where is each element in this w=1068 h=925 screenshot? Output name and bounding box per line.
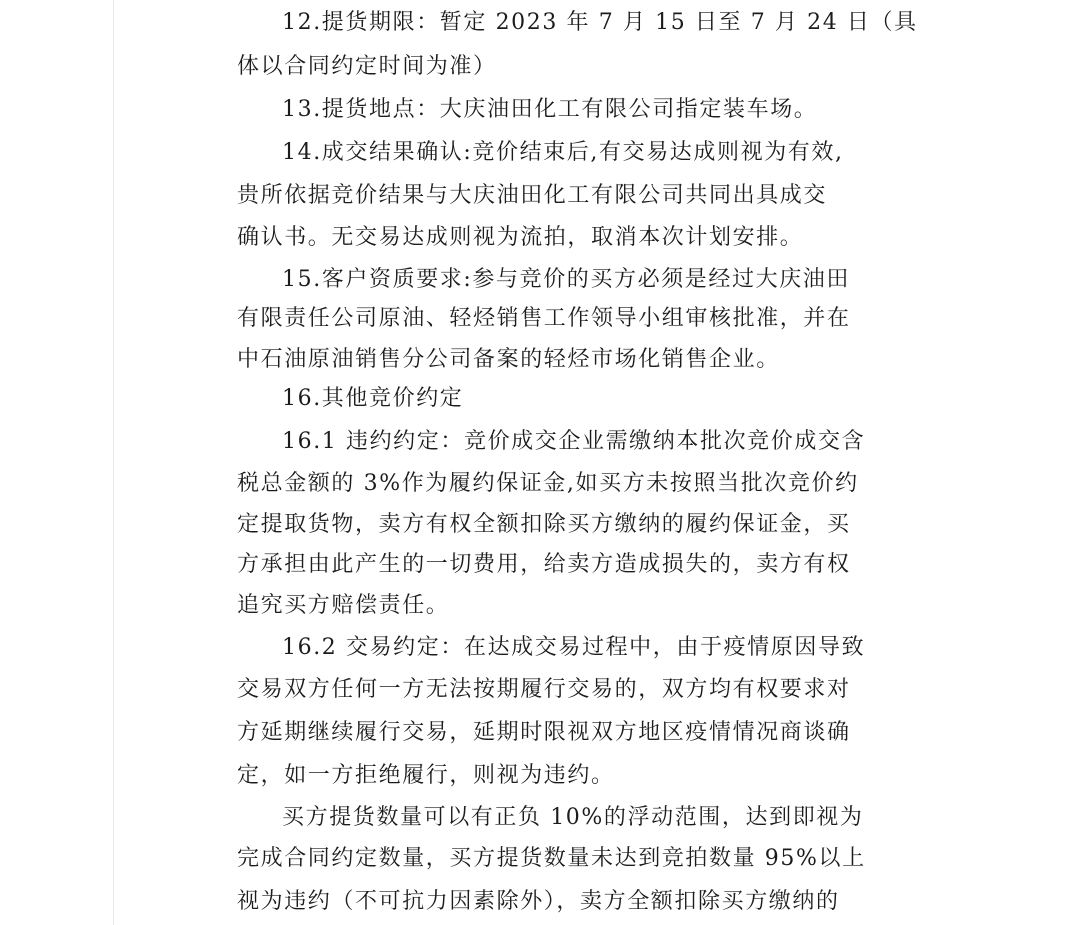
text-line: 16.1 违约约定：竞价成交企业需缴纳本批次竞价成交含 [282, 429, 866, 454]
scan-edge-divider [113, 0, 114, 925]
text-line: 有限责任公司原油、轻烃销售工作领导小组审核批准，并在 [237, 306, 851, 331]
text-line: 14.成交结果确认:竞价结束后,有交易达成则视为有效, [282, 140, 844, 165]
text-line: 15.客户资质要求:参与竞价的买方必须是经过大庆油田 [282, 267, 851, 292]
text-line: 定，如一方拒绝履行，则视为违约。 [237, 763, 615, 788]
text-line: 16.2 交易约定：在达成交易过程中，由于疫情原因导致 [282, 635, 866, 660]
text-line: 16.其他竞价约定 [282, 386, 464, 411]
text-line: 13.提货地点：大庆油田化工有限公司指定装车场。 [282, 97, 818, 122]
text-line: 确认书。无交易达成则视为流拍，取消本次计划安排。 [237, 225, 804, 250]
text-line: 完成合同约定数量，买方提货数量未达到竞拍数量 95%以上 [237, 846, 866, 871]
text-line: 体以合同约定时间为准） [237, 54, 497, 79]
text-line: 方延期继续履行交易，延期时限视双方地区疫情情况商谈确 [237, 720, 851, 745]
text-line: 12.提货期限：暂定 2023 年 7 月 15 日至 7 月 24 日（具 [282, 10, 918, 35]
text-line: 税总金额的 3%作为履约保证金,如买方未按照当批次竞价约 [237, 471, 859, 496]
text-line: 贵所依据竞价结果与大庆油田化工有限公司共同出具成交 [237, 183, 828, 208]
text-line: 追究买方赔偿责任。 [237, 593, 450, 618]
text-line: 视为违约（不可抗力因素除外），卖方全额扣除买方缴纳的 [237, 889, 840, 914]
text-line: 中石油原油销售分公司备案的轻烃市场化销售企业。 [237, 347, 780, 372]
text-line: 方承担由此产生的一切费用，给卖方造成损失的，卖方有权 [237, 552, 851, 577]
text-line: 定提取货物，卖方有权全额扣除买方缴纳的履约保证金，买 [237, 512, 851, 537]
text-line: 交易双方任何一方无法按期履行交易的，双方均有权要求对 [237, 677, 851, 702]
text-line: 买方提货数量可以有正负 10%的浮动范围，达到即视为 [282, 805, 864, 830]
